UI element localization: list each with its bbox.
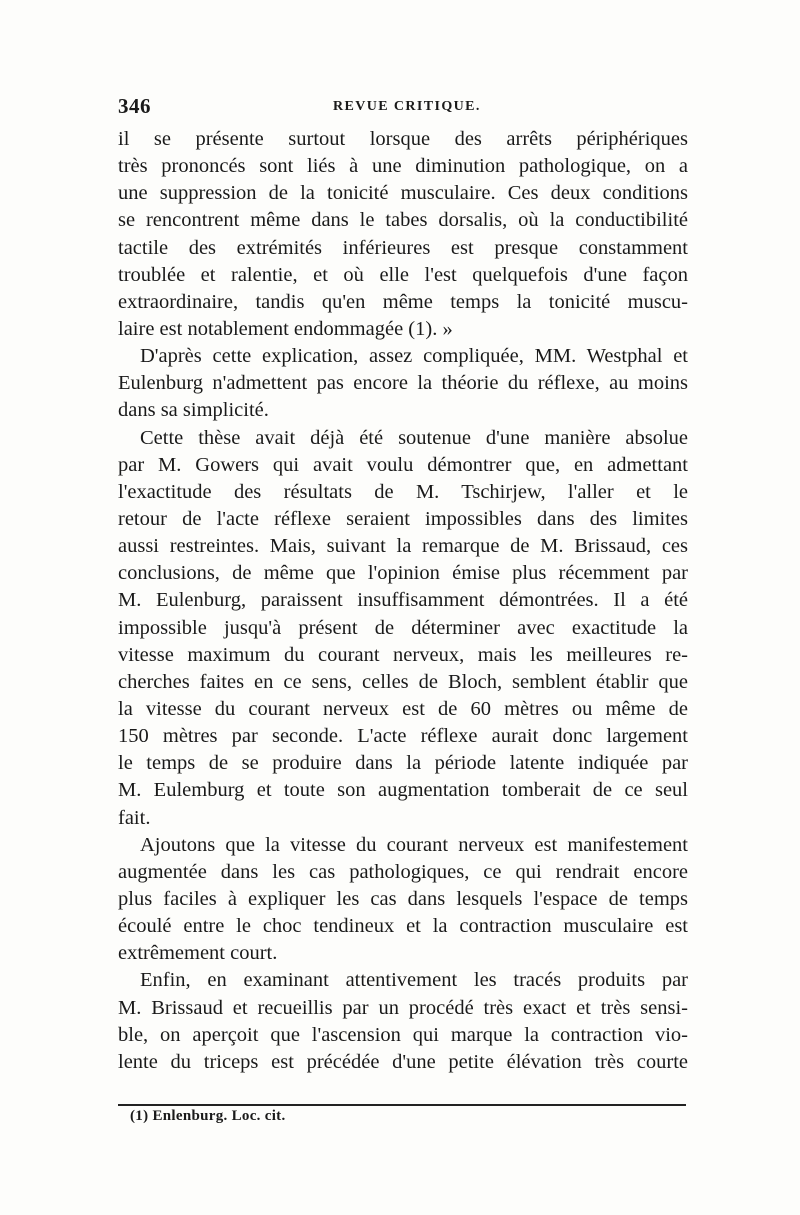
text-line: M. Eulemburg et toute son augmentation tomberait de ce seul — [118, 779, 688, 802]
footnote-divider — [118, 1104, 686, 1106]
text-line: tactile des extrémités inférieures est presque constamment — [118, 236, 688, 259]
body-text — [118, 126, 688, 1076]
text-line: très prononcés sont liés à une diminution pathologique, on a — [118, 155, 688, 178]
text-line: écoulé entre le choc tendineux et la contraction musculaire est — [118, 915, 688, 938]
text-line: dans sa simplicité. — [118, 399, 269, 422]
text-line: se rencontrent même dans le tabes dorsalis, où la conductibilité — [118, 209, 688, 232]
text-line: troublée et ralentie, et où elle l'est quelquefois d'une façon — [118, 263, 688, 286]
text-line: retour de l'acte réflexe seraient impossibles dans des limites — [118, 507, 688, 530]
text-line: par M. Gowers qui avait voulu démontrer que, en admettant — [118, 453, 688, 476]
text-line: ble, on aperçoit que l'ascension qui marque la contraction vio- — [118, 1023, 688, 1046]
text-line: une suppression de la tonicité musculaire. Ces deux conditions — [118, 182, 688, 205]
text-line: impossible jusqu'à présent de déterminer avec exactitude la — [118, 616, 688, 639]
text-line: lente du triceps est précédée d'une petite élévation très courte — [118, 1050, 688, 1073]
text-line: extraordinaire, tandis qu'en même temps la tonicité muscu- — [118, 290, 688, 313]
text-line: vitesse maximum du courant nerveux, mais les meilleures re- — [118, 643, 688, 666]
text-line: il se présente surtout lorsque des arrêts périphériques — [118, 128, 688, 150]
text-line: laire est notablement endommagée (1). » — [118, 317, 453, 340]
text-line: M. Eulenburg, paraissent insuffisamment démontrées. Il a été — [118, 589, 688, 612]
text-line: aussi restreintes. Mais, suivant la remarque de M. Brissaud, ces — [118, 535, 688, 558]
text-line: fait. — [118, 806, 151, 829]
page-number: 346 — [118, 94, 151, 118]
text-line: Cette thèse avait déjà été soutenue d'une manière absolue — [140, 426, 688, 449]
text-line: 150 mètres par seconde. L'acte réflexe aurait donc largement — [118, 725, 688, 748]
text-line: M. Brissaud et recueillis par un procédé très exact et très sensi- — [118, 996, 688, 1019]
text-line: l'exactitude des résultats de M. Tschirjew, l'aller et le — [118, 480, 688, 503]
text-line: extrêmement court. — [118, 942, 278, 965]
text-line: Ajoutons que la vitesse du courant nerveux est manifestement — [140, 833, 688, 856]
text-line: D'après cette explication, assez compliquée, MM. Westphal et — [140, 345, 688, 368]
text-line: conclusions, de même que l'opinion émise plus récemment par — [118, 562, 688, 585]
text-line: plus faciles à expliquer les cas dans lesquels l'espace de temps — [118, 887, 688, 910]
text-line: augmentée dans les cas pathologiques, ce qui rendrait encore — [118, 860, 688, 883]
running-head: REVUE CRITIQUE. — [333, 99, 481, 114]
text-line: Eulenburg n'admettent pas encore la théorie du réflexe, au moins — [118, 372, 688, 395]
page-header — [118, 94, 688, 124]
text-line: Enfin, en examinant attentivement les tracés produits par — [140, 969, 688, 992]
text-line: la vitesse du courant nerveux est de 60 mètres ou même de — [118, 697, 688, 720]
footnote: (1) Enlenburg. Loc. cit. — [130, 1108, 286, 1124]
text-line: cherches faites en ce sens, celles de Bloch, semblent établir que — [118, 670, 688, 693]
text-line: le temps de se produire dans la période latente indiquée par — [118, 752, 688, 775]
